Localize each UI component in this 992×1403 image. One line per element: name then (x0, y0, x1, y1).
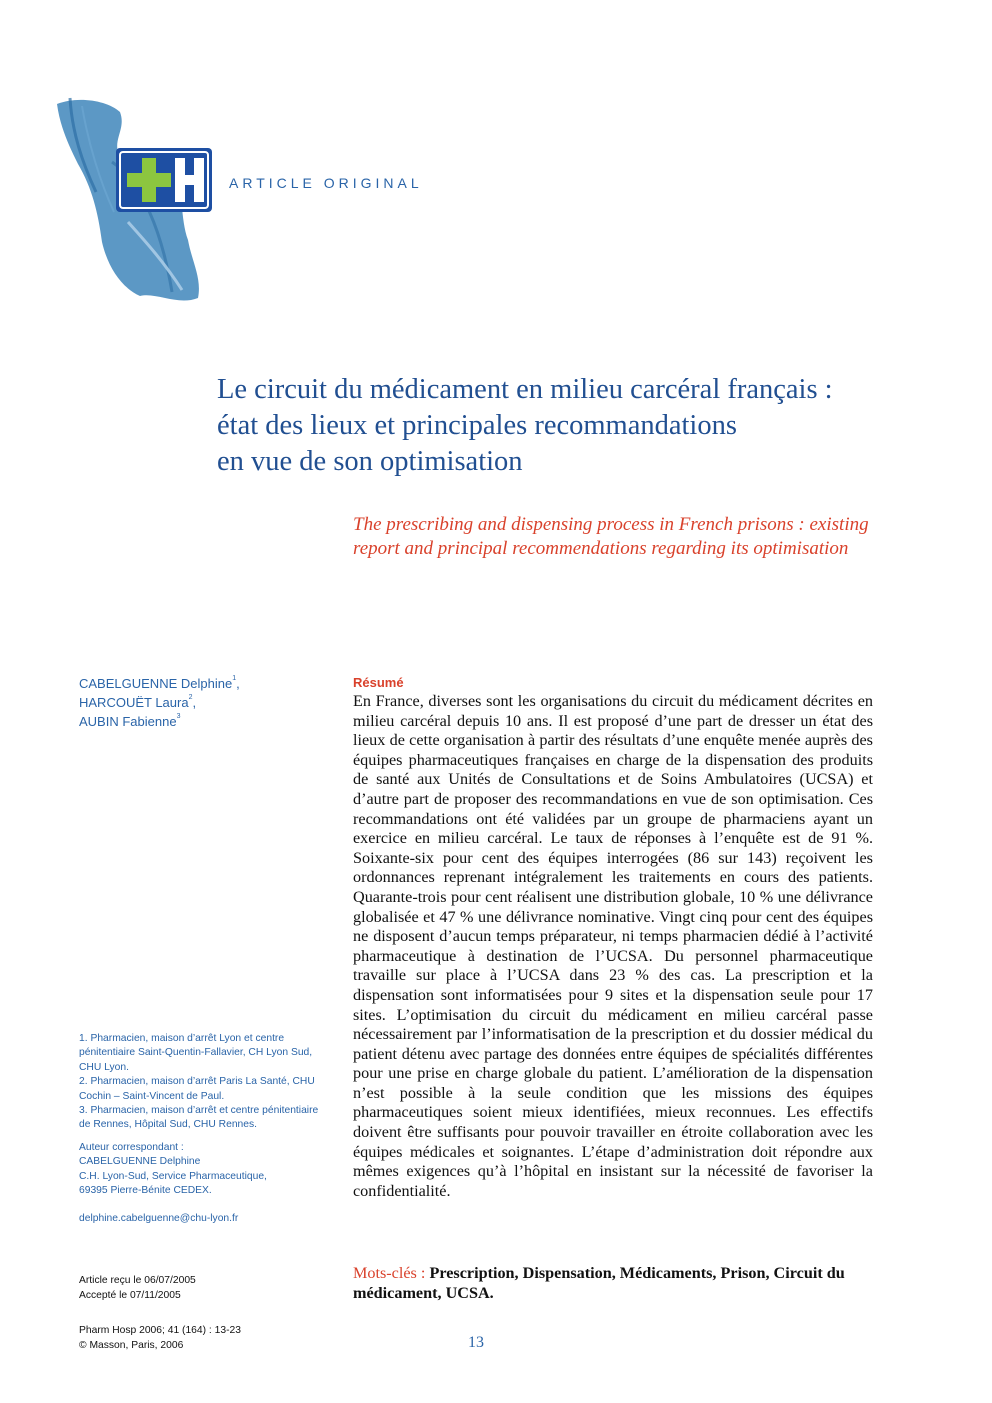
author: HARCOUËT Laura$^2$, (79, 694, 197, 710)
author: CABELGUENNE Delphine$^1$, (79, 675, 240, 691)
abstract-text: En France, diverses sont les organisations du circuit du médicament décrites en milieu carcéral depuis 10 ans. Il est proposé d’une part de dresser un état des lieux de cette organisation à partir des résultats d’une enquête menée auprès des équipes pharmaceutiques françaises en charge de la dispensation des produits de santé aux Unités de Consultations et de Soins Ambulatoires (UCSA) et d’autre part de proposer des recommandations en vue de son optimisation. Ces recommandations ont été validées par un groupe de pharmaciens ayant un exercice en milieu carcéral. Le taux de réponses à l’enquête est de 91 %. Soixante-six pour cent des équipes interrogées (86 sur 143) reçoivent les ordonnances reprenant intégralement les traitements en cours des patients. Quarante-trois pour cent réalisent une distribution globale, 10 % une délivrance globalisée et 47 % une délivrance nominative. Vingt cinq pour cent des équipes ne disposent d’aucun temps préparateur, ni temps pharmacien dédié à l’activité pharmaceutique à destination de l’UCSA. Du personnel pharmaceutique travaille sur place à l’UCSA dans 23 % des cas. La prescription et la dispensation sont informatisées pour 9 sites et la dispensation seule pour 17 sites. L’optimisation du circuit du médicament en milieu carcéral passe nécessairement par l’informatisation de la prescription et du dossier médical du patient détenu avec partage des données entre équipes de spécialités différentes pour une prise en charge globale du patient. L’amélioration de la dispensation n’est possible à la seule condition que les missions des équipes pharmaceutiques soient mieux identifiées, mieux reconnues. Les effectifs doivent être suffisants pour pouvoir travailler en étroite collaboration avec les équipes médicales et soignantes. L’étape d’administration doit répondre aux mêmes exigences qu’à l’hôpital en insistant sur la nécessité de favoriser la confidentialité. (353, 692, 873, 1200)
title-line: état des lieux et principales recommandations (217, 410, 737, 441)
author-list (79, 674, 240, 731)
correspondence-label: Auteur correspondant : (79, 1141, 184, 1153)
affiliation: 2. Pharmacien, maison d’arrêt Paris La Santé, CHU Cochin – Saint-Vincent de Paul. (79, 1076, 315, 1102)
english-title (353, 513, 913, 561)
affiliation: 3. Pharmacien, maison d’arrêt et centre pénitentiaire de Rennes, Hôpital Sud, CHU Rennes. (79, 1105, 319, 1131)
keywords-label: Mots-clés : (353, 1264, 426, 1282)
correspondence-name: CABELGUENNE Delphine (79, 1156, 201, 1168)
article-dates (79, 1273, 319, 1303)
author: AUBIN Fabienne$^3$ (79, 713, 181, 729)
citation (79, 1323, 319, 1353)
accepted-date: Accepté le 07/11/2005 (79, 1290, 181, 1301)
keywords-list: Prescription, Dispensation, Médicaments, Prison, Circuit du médicament, UCSA. (353, 1264, 845, 1302)
correspondence-address: C.H. Lyon-Sud, Service Pharmaceutique, (79, 1170, 267, 1182)
abstract-heading: Résumé (353, 675, 404, 690)
article-title (217, 372, 917, 480)
brush-plus-h-logo-icon (52, 92, 232, 312)
affiliation: 1. Pharmacien, maison d’arrêt Lyon et centre pénitentiaire Saint-Quentin-Fallavier, CH Lyon Sud, CHU Lyon. (79, 1033, 313, 1073)
english-title-line: report and principal recommendations regarding its optimisation (353, 538, 849, 559)
title-line: en vue de son optimisation (217, 446, 523, 477)
page-number: 13 (468, 1334, 484, 1351)
copyright: © Masson, Paris, 2006 (79, 1340, 184, 1351)
title-line: Le circuit du médicament en milieu carcéral français : (217, 374, 833, 405)
correspondence-address: 69395 Pierre-Bénite CEDEX. (79, 1185, 212, 1197)
section-label: ARTICLE ORIGINAL (229, 175, 423, 191)
received-date: Article reçu le 06/07/2005 (79, 1275, 196, 1286)
journal-citation: Pharm Hosp 2006; 41 (164) : 13-23 (79, 1325, 241, 1336)
english-title-line: The prescribing and dispensing process in French prisons : existing (353, 514, 869, 535)
correspondence (79, 1141, 319, 1199)
keywords (353, 1264, 873, 1303)
correspondence-email[interactable]: delphine.cabelguenne@chu-lyon.fr (79, 1213, 239, 1225)
affiliations (79, 1032, 319, 1227)
journal-logo (52, 92, 232, 312)
